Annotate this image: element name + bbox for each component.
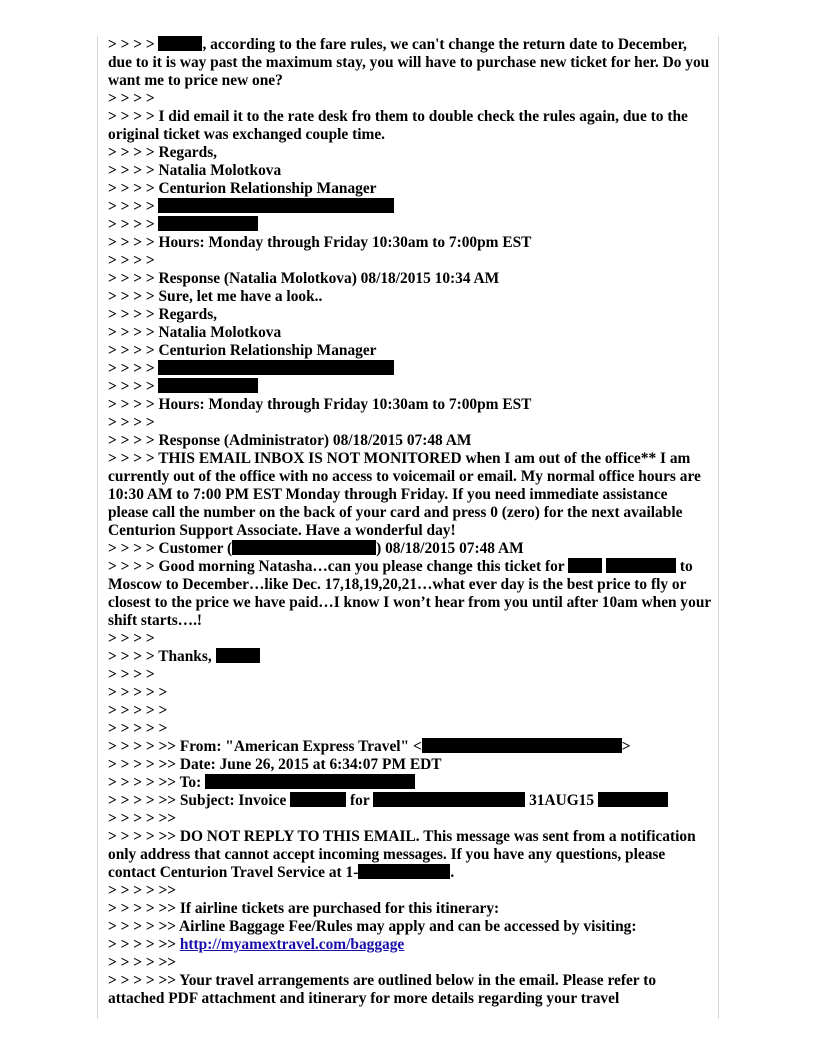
email-line: > > > > > xyxy=(108,720,168,737)
email-line: > > > > xyxy=(108,378,711,396)
email-line: > > > > >> Airline Baggage Fee/Rules may apply and can be accessed by visiting: xyxy=(108,918,637,935)
email-line: > > > > >> Subject: Invoice for 31AUG15 xyxy=(108,792,711,810)
redaction-block xyxy=(422,738,622,753)
redaction-block xyxy=(290,792,346,807)
email-line: > > > > Regards, xyxy=(108,306,218,323)
email-line: > > > > xyxy=(108,666,155,683)
email-line: > > > > Regards, xyxy=(108,144,218,161)
redaction-block xyxy=(158,36,202,51)
email-line: > > > > >> Date: June 26, 2015 at 6:34:07 PM EDT xyxy=(108,756,442,773)
email-line: > > > > Customer ( ) 08/18/2015 07:48 AM xyxy=(108,540,524,557)
email-line: > > > > Natalia Molotkova xyxy=(108,324,282,341)
email-line: > > > > Hours: Monday through Friday 10:30am to 7:00pm EST xyxy=(108,234,532,251)
redaction-block xyxy=(216,648,260,663)
redaction-block xyxy=(205,774,415,789)
email-line: > > > > Response (Administrator) 08/18/2015 07:48 AM xyxy=(108,432,472,449)
redaction-block xyxy=(232,540,376,555)
email-line: > > > > >> To: xyxy=(108,774,711,792)
email-line: > > > > >> From: "American Express Travel" < > xyxy=(108,738,631,755)
email-line: > > > > , according to the fare rules, we can't change the return date to December, due to it is way past the maximum stay, you will have to purchase new ticket for her. Do you want me to price new one? xyxy=(108,36,714,89)
email-line: > > > > Hours: Monday through Friday 10:30am to 7:00pm EST xyxy=(108,396,532,413)
email-line: > > > > Response (Natalia Molotkova) 08/18/2015 10:34 AM xyxy=(108,270,500,287)
redaction-block xyxy=(158,378,258,393)
redaction-block xyxy=(598,792,668,807)
email-line: > > > > xyxy=(108,252,155,269)
redaction-block xyxy=(568,558,602,573)
email-line: > > > > Centurion Relationship Manager xyxy=(108,342,377,359)
email-line: > > > > Good morning Natasha…can you please change this ticket for to Moscow to December…like Dec. 17,18,19,20,21…what ever day is the best price to fly or closest to the price we have paid…I know I won’t hear from you until after 10am when your shift starts….! xyxy=(108,558,715,629)
email-line: > > > > Sure, let me have a look.. xyxy=(108,288,323,305)
email-line: > > > > Centurion Relationship Manager xyxy=(108,180,377,197)
redaction-block xyxy=(373,792,525,807)
email-thread-body xyxy=(108,36,715,1008)
email-line: > > > > >> If airline tickets are purchased for this itinerary: xyxy=(108,900,500,917)
email-line: > > > > > xyxy=(108,702,168,719)
email-line: > > > > xyxy=(108,414,155,431)
email-line: > > > > >> http://myamextravel.com/baggage xyxy=(108,936,405,953)
email-line: > > > > >> Your travel arrangements are outlined below in the email. Please refer to attached PDF attachment and itinerary for more details regarding your travel xyxy=(108,972,660,1007)
email-line: > > > > xyxy=(108,216,711,234)
email-line: > > > > Thanks, xyxy=(108,648,711,666)
redaction-block xyxy=(158,198,394,213)
email-line: > > > > xyxy=(108,360,711,378)
email-line: > > > > >> DO NOT REPLY TO THIS EMAIL. This message was sent from a notification only address that cannot accept incoming messages. If you have any questions, please contact Centurion Travel Service at 1- . xyxy=(108,828,700,881)
email-line: > > > > Natalia Molotkova xyxy=(108,162,282,179)
email-line: > > > > >> xyxy=(108,810,177,827)
email-line: > > > > > xyxy=(108,684,168,701)
email-line: > > > > THIS EMAIL INBOX IS NOT MONITORED when I am out of the office** I am currently out of the office with no access to voicemail or email. My normal office hours are 10:30 AM to 7:00 PM EST Monday through Friday. If you need immediate assistance please call the number on the back of your card and press 0 (zero) for the next available Centurion Support Associate. Have a wonderful day! xyxy=(108,450,705,539)
redaction-block xyxy=(358,864,450,879)
redaction-block xyxy=(606,558,676,573)
redaction-block xyxy=(158,360,394,375)
email-line: > > > > xyxy=(108,198,711,216)
email-line: > > > > I did email it to the rate desk fro them to double check the rules again, due to the original ticket was exchanged couple time. xyxy=(108,108,692,143)
email-line: > > > > >> xyxy=(108,882,177,899)
redaction-block xyxy=(158,216,258,231)
email-line: > > > > xyxy=(108,630,155,647)
email-line: > > > > xyxy=(108,90,155,107)
baggage-link[interactable]: http://myamextravel.com/baggage xyxy=(179,936,405,953)
email-line: > > > > >> xyxy=(108,954,177,971)
